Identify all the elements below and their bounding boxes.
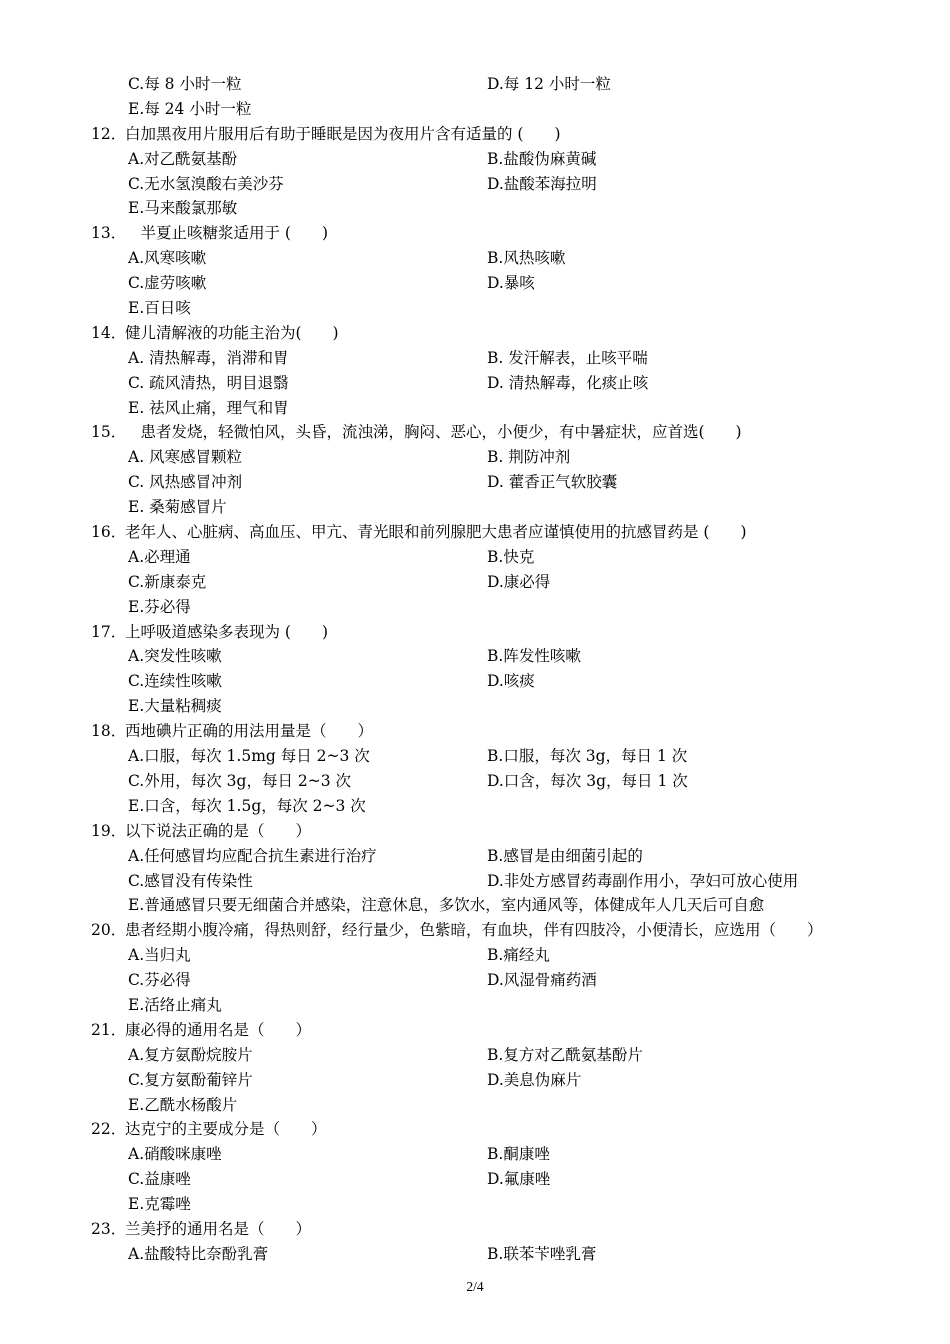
- option-row: [0, 97, 950, 122]
- question-line: [0, 1217, 950, 1242]
- option-row: [0, 396, 950, 421]
- answer-option: D.盐酸苯海拉明: [487, 174, 597, 193]
- question-number: 21．: [91, 1020, 127, 1039]
- option-row: [0, 445, 950, 470]
- option-row: [0, 296, 950, 321]
- option-row: [0, 1192, 950, 1217]
- question-text: 康必得的通用名是（ ）: [125, 1020, 312, 1039]
- option-row: [0, 744, 950, 769]
- option-row: [0, 694, 950, 719]
- answer-option: B.快克: [487, 547, 535, 566]
- question-text: 西地碘片正确的用法用量是（ ）: [125, 722, 374, 741]
- answer-option: D.咳痰: [487, 672, 535, 691]
- answer-option: E.每 24 小时一粒: [128, 99, 252, 118]
- answer-option: D.美息伪麻片: [487, 1070, 582, 1089]
- question-number: 23．: [91, 1219, 127, 1238]
- question-text: 半夏止咳糖浆适用于 ( ): [125, 224, 329, 243]
- option-row: [0, 1242, 950, 1267]
- answer-option: A. 风寒感冒颗粒: [128, 448, 243, 467]
- question-number: 19．: [91, 821, 127, 840]
- answer-option: A.口服，每次 1.5mg 每日 2~3 次: [128, 747, 370, 766]
- answer-option: E.乙酰水杨酸片: [128, 1095, 238, 1114]
- question-text: 老年人、心脏病、高血压、甲亢、青光眼和前列腺肥大患者应谨慎使用的抗感冒药是 ( ): [125, 523, 747, 542]
- option-row: [0, 271, 950, 296]
- option-row: [0, 1068, 950, 1093]
- option-row: [0, 147, 950, 172]
- question-line: [0, 520, 950, 545]
- answer-option: D.风湿骨痛药酒: [487, 971, 597, 990]
- answer-option: B.口服，每次 3g，每日 1 次: [487, 747, 688, 766]
- question-line: [0, 819, 950, 844]
- question-text: 达克宁的主要成分是（ ）: [125, 1120, 327, 1139]
- question-line: [0, 420, 950, 445]
- document-body: [0, 72, 950, 1267]
- question-text: 患者经期小腹冷痛，得热则舒，经行量少，色紫暗，有血块，伴有四肢冷，小便清长，应选用（ ）: [125, 921, 823, 940]
- option-row: [0, 595, 950, 620]
- answer-option: A.硝酸咪康唑: [128, 1145, 222, 1164]
- question-text: 以下说法正确的是（ ）: [125, 821, 312, 840]
- answer-option: E.百日咳: [128, 299, 191, 318]
- option-row: [0, 196, 950, 221]
- answer-option: C.虚劳咳嗽: [128, 274, 207, 293]
- option-row: [0, 1142, 950, 1167]
- answer-option: D.康必得: [487, 572, 551, 591]
- answer-option: A. 清热解毒，消滞和胃: [128, 348, 289, 367]
- answer-option: B.感冒是由细菌引起的: [487, 846, 643, 865]
- answer-option: B. 荆防冲剂: [487, 448, 571, 467]
- answer-option: C. 风热感冒冲剂: [128, 473, 243, 492]
- page-number: 2/4: [466, 1279, 484, 1294]
- question-number: 20．: [91, 921, 127, 940]
- answer-option: E.芬必得: [128, 597, 191, 616]
- question-number: 15．: [91, 423, 127, 442]
- option-row: [0, 495, 950, 520]
- option-row: [0, 246, 950, 271]
- answer-option: A.风寒咳嗽: [128, 249, 207, 268]
- question-number: 12．: [91, 124, 127, 143]
- answer-option: D.口含，每次 3g，每日 1 次: [487, 771, 688, 790]
- answer-option: A.任何感冒均应配合抗生素进行治疗: [128, 846, 377, 865]
- question-number: 22．: [91, 1120, 127, 1139]
- answer-option: C.连续性咳嗽: [128, 672, 222, 691]
- answer-option: C.感冒没有传染性: [128, 871, 253, 890]
- answer-option: D.非处方感冒药毒副作用小，孕妇可放心使用: [487, 871, 799, 890]
- answer-option: C.芬必得: [128, 971, 191, 990]
- answer-option: D.氟康唑: [487, 1170, 551, 1189]
- answer-option: B. 发汗解表，止咳平喘: [487, 348, 648, 367]
- answer-option: A.必理通: [128, 547, 191, 566]
- option-row: [0, 644, 950, 669]
- answer-option: B.复方对乙酰氨基酚片: [487, 1045, 643, 1064]
- answer-option: A.突发性咳嗽: [128, 647, 222, 666]
- option-row: [0, 570, 950, 595]
- answer-option: E.克霉唑: [128, 1195, 191, 1214]
- answer-option: C.复方氨酚葡锌片: [128, 1070, 253, 1089]
- question-text: 患者发烧，轻微怕风，头昏，流浊涕，胸闷、恶心，小便少，有中暑症状，应首选( ): [125, 423, 742, 442]
- question-number: 14．: [91, 323, 127, 342]
- question-line: [0, 1018, 950, 1043]
- option-row: [0, 1093, 950, 1118]
- answer-option: C.每 8 小时一粒: [128, 75, 242, 93]
- answer-option: E.马来酸氯那敏: [128, 199, 238, 218]
- answer-option: B.痛经丸: [487, 946, 550, 965]
- answer-option: C. 疏风清热，明目退翳: [128, 373, 289, 392]
- answer-option: A.盐酸特比奈酚乳膏: [128, 1244, 269, 1263]
- question-text: 健儿清解液的功能主治为( ): [125, 323, 339, 342]
- answer-option: D.每 12 小时一粒: [487, 75, 611, 93]
- answer-option: A.当归丸: [128, 946, 191, 965]
- question-line: [0, 321, 950, 346]
- answer-option: D. 藿香正气软胶囊: [487, 473, 618, 492]
- answer-option: B.酮康唑: [487, 1145, 550, 1164]
- option-row: [0, 769, 950, 794]
- answer-option: C.无水氢溴酸右美沙芬: [128, 174, 284, 193]
- option-row: [0, 943, 950, 968]
- option-row: [0, 1167, 950, 1192]
- question-text: 上呼吸道感染多表现为 ( ): [125, 622, 329, 641]
- option-row: [0, 993, 950, 1018]
- question-line: [0, 1117, 950, 1142]
- question-line: [0, 122, 950, 147]
- answer-option: D. 清热解毒，化痰止咳: [487, 373, 649, 392]
- answer-option: A.复方氨酚烷胺片: [128, 1045, 253, 1064]
- answer-option: E. 祛风止痛，理气和胃: [128, 398, 289, 417]
- option-row: [0, 893, 950, 918]
- answer-option: E. 桑菊感冒片: [128, 498, 227, 517]
- question-line: [0, 620, 950, 645]
- option-row: [0, 172, 950, 197]
- question-number: 18．: [91, 722, 127, 741]
- option-row: [0, 346, 950, 371]
- option-row: [0, 844, 950, 869]
- answer-option: C.外用，每次 3g，每日 2~3 次: [128, 771, 352, 790]
- option-row: [0, 1043, 950, 1068]
- question-number: 13．: [91, 224, 127, 243]
- answer-option: B.盐酸伪麻黄碱: [487, 149, 597, 168]
- question-line: [0, 719, 950, 744]
- question-number: 17．: [91, 622, 127, 641]
- answer-option: B.风热咳嗽: [487, 249, 566, 268]
- answer-option: A.对乙酰氨基酚: [128, 149, 238, 168]
- answer-option: E.活络止痛丸: [128, 995, 222, 1014]
- option-row: [0, 470, 950, 495]
- option-row: [0, 794, 950, 819]
- question-text: 白加黑夜用片服用后有助于睡眠是因为夜用片含有适量的 ( ): [125, 124, 561, 143]
- option-row: [0, 869, 950, 894]
- answer-option: B.联苯苄唑乳膏: [487, 1244, 597, 1263]
- answer-option: E.大量粘稠痰: [128, 697, 222, 716]
- answer-option: C.新康泰克: [128, 572, 207, 591]
- answer-option: D.暴咳: [487, 274, 535, 293]
- answer-option: E.口含，每次 1.5g，每次 2~3 次: [128, 796, 366, 815]
- question-text: 兰美抒的通用名是（ ）: [125, 1219, 312, 1238]
- answer-option: E.普通感冒只要无细菌合并感染，注意休息，多饮水，室内通风等，体健成年人几天后可自愈: [128, 896, 765, 915]
- question-number: 16．: [91, 523, 127, 542]
- option-row: [0, 968, 950, 993]
- answer-option: B.阵发性咳嗽: [487, 647, 581, 666]
- option-row: [0, 545, 950, 570]
- answer-option: C.益康唑: [128, 1170, 191, 1189]
- option-row: [0, 669, 950, 694]
- question-line: [0, 221, 950, 246]
- option-row: [0, 72, 950, 97]
- option-row: [0, 371, 950, 396]
- question-line: [0, 918, 950, 943]
